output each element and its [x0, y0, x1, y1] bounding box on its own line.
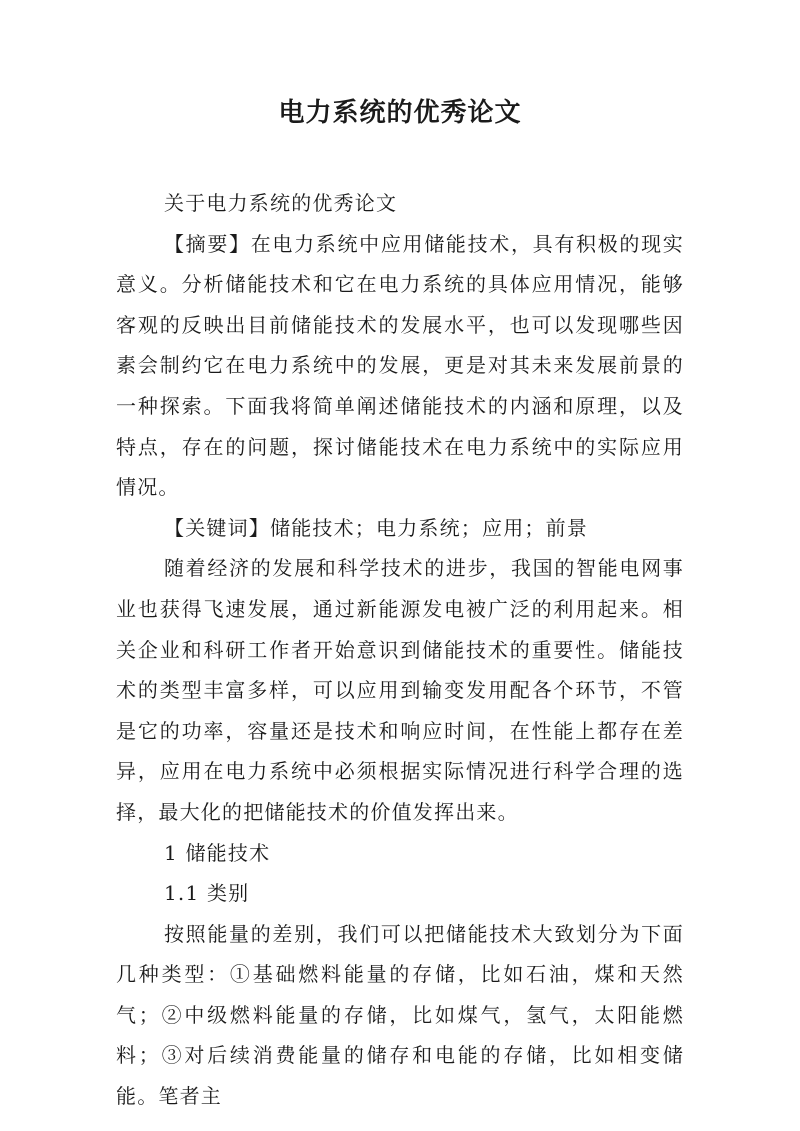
document-body [116, 183, 684, 1117]
subsection-heading: 1.1 类别 [164, 881, 250, 906]
abstract-paragraph: 【摘要】在电力系统中应用储能技术，具有积极的现实意义。分析储能技术和它在电力系统的具体应用情况，能够客观的反映出目前储能技术的发展水平，也可以发现哪些因素会制约它在电力系统中的发展，更是对其未来发展前景的一种探索。下面我将简单阐述储能技术的内涵和原理，以及特点，存在的问题，探讨储能技术在电力系统中的实际应用情况。 [116, 231, 684, 500]
section-heading: 1 储能技术 [164, 840, 271, 865]
document-title: 电力系统的优秀论文 [278, 98, 522, 128]
keywords-paragraph: 【关键词】储能技术；电力系统；应用；前景 [164, 515, 588, 540]
intro-paragraph: 随着经济的发展和科学技术的进步，我国的智能电网事业也获得飞速发展，通过新能源发电被广泛的利用起来。相关企业和科研工作者开始意识到储能技术的重要性。储能技术的类型丰富多样，可以应用到输变发用配各个环节，不管是它的功率，容量还是技术和响应时间，在性能上都存在差异，应用在电力系统中必须根据实际情况进行科学合理的选择，最大化的把储能技术的价值发挥出来。 [116, 556, 684, 824]
subtitle-line: 关于电力系统的优秀论文 [164, 191, 398, 215]
body-paragraph: 按照能量的差别，我们可以把储能技术大致划分为下面几种类型：①基础燃料能量的存储，比如石油，煤和天然气；②中级燃料能量的存储，比如煤气，氢气，太阳能燃料；③对后续消费能量的储存和电能的存储，比如相变储能。笔者主 [116, 921, 684, 1109]
